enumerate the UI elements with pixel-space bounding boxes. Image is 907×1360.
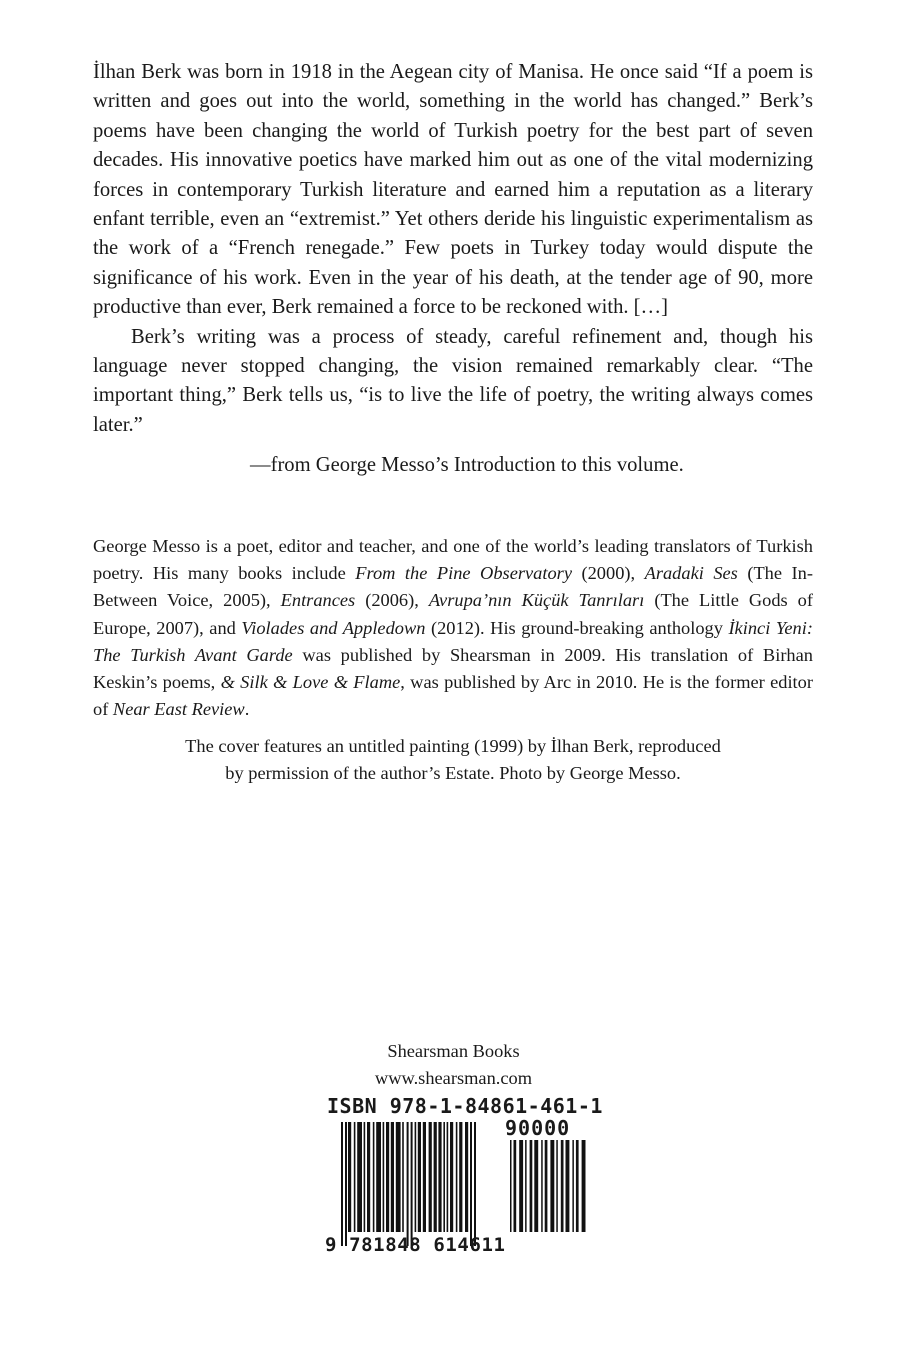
barcode-addon-bar [530, 1140, 533, 1232]
blurb-attribution: —from George Messo’s Introduction to this volume. [250, 454, 684, 476]
cover-credit-line-1: The cover features an untitled painting (1999) by İlhan Berk, reproduced [185, 736, 721, 756]
barcode-bar [383, 1122, 385, 1232]
barcode-bar [415, 1122, 417, 1232]
bio-title: Entrances [280, 590, 356, 611]
barcode-bar [456, 1122, 458, 1232]
barcode-addon-bar [576, 1140, 579, 1232]
barcode-addon-bar [550, 1140, 554, 1232]
barcode-bar [354, 1122, 356, 1232]
back-cover-blurb [93, 58, 813, 440]
barcode-addon-bar [561, 1140, 564, 1232]
bio-text: was published by Shearsman in 2009. His translation of Birhan Keskin’s poems, [93, 644, 813, 693]
barcode-guard [407, 1122, 409, 1246]
bio-title: From the Pine Observatory [355, 563, 572, 584]
bio-text: , was published by Arc in 2010. He is the former editor of [93, 672, 813, 720]
barcode-addon-bar [545, 1140, 548, 1232]
barcode-bar [367, 1122, 370, 1232]
bio-title: Aradaki Ses [644, 563, 738, 584]
barcode-guard [341, 1122, 343, 1246]
blurb-paragraph-2: Berk’s writing was a process of steady, careful refinement and, though his language never stopped changing, the vision remained remarkably clear. “The important thing,” Berk tells us, “is to live the life of poetry, the writing always comes later.” [93, 325, 813, 436]
barcode-digits: 9 781848 614611 [325, 1234, 506, 1256]
bio-text: George Messo is a poet, editor and teacher, and one of the world’s leading translators of Turkish poetry. His many books include [93, 536, 813, 584]
isbn-barcode [325, 1094, 603, 1274]
barcode-addon-bar [519, 1140, 523, 1232]
bio-text: . [244, 699, 250, 720]
bio-text: (The Little Gods of Europe, 2007), and [93, 590, 813, 638]
bio-title: Violades and Appledown [241, 617, 426, 638]
barcode-bar [396, 1122, 401, 1232]
barcode-bar [423, 1122, 426, 1232]
barcode-bar [373, 1122, 375, 1232]
barcode-bar [402, 1122, 404, 1232]
bio-text: (The In-Between Voice, 2005), [93, 563, 813, 611]
barcode-addon-bar [525, 1140, 527, 1232]
publisher-url: www.shearsman.com [374, 1068, 533, 1088]
cover-credit-line-2: by permission of the author’s Estate. Photo by George Messo. [225, 763, 681, 783]
barcode-guard [411, 1122, 413, 1246]
bio-text: (2000), [572, 563, 645, 584]
publisher-name: Shearsman Books [387, 1041, 520, 1061]
barcode-addon-bar [541, 1140, 543, 1232]
bio-text: (2006), [355, 590, 429, 611]
barcode-addon-bar [582, 1140, 586, 1232]
blurb-paragraph-1: İlhan Berk was born in 1918 in the Aegean city of Manisa. He once said “If a poem is written and goes out into the world, something in the world has changed.” Berk’s poems have been changing the world of Turkish poetry for the best part of seven decades. His innovative poetics have marked him out as one of the vital modernizing forces in contemporary Turkish literature and earned him a reputation as a literary enfant terrible, even an “extremist.” Yet others deride his linguistic experimentalism as the work of a “French renegade.” Few poets in Turkey today would dispute the significance of his work. Even in the year of his death, at the tender age of 90, more productive than ever, Berk remained a force to be reckoned with. […] [93, 61, 813, 319]
barcode-bar [447, 1122, 449, 1232]
barcode-bar [465, 1122, 468, 1232]
barcode-guard [474, 1122, 476, 1246]
bio-title: İkinci Yeni: The Turkish Avant Garde [93, 617, 813, 665]
bio-title: & Silk & Love & Flame [220, 672, 401, 693]
barcode-addon-bar [556, 1140, 558, 1232]
barcode-bar [364, 1122, 366, 1232]
barcode-addon-number: 90000 [505, 1116, 571, 1140]
barcode-addon-bar [514, 1140, 517, 1232]
cover-credit [93, 733, 813, 787]
barcode-bar [386, 1122, 389, 1232]
barcode-bar [348, 1122, 351, 1232]
publisher-block [0, 1038, 907, 1092]
isbn-label: ISBN 978-1-84861-461-1 [327, 1094, 603, 1118]
barcode-addon-bar [572, 1140, 574, 1232]
translator-bio [93, 533, 813, 723]
bio-text: (2012). His ground-breaking anthology [425, 617, 729, 638]
barcode-bar [434, 1122, 437, 1232]
barcode-addon-bar [534, 1140, 538, 1232]
barcode-addon-bar [566, 1140, 570, 1232]
barcode-guard [345, 1122, 347, 1246]
bio-title: Near East Review [112, 699, 245, 720]
barcode-guard [470, 1122, 472, 1246]
barcode-bar [418, 1122, 421, 1232]
barcode-bar [429, 1122, 432, 1232]
barcode-bar [391, 1122, 394, 1232]
barcode-addon-bar [510, 1140, 512, 1232]
barcode-bar [459, 1122, 462, 1232]
barcode-bar [357, 1122, 362, 1232]
barcode-bar [376, 1122, 381, 1232]
bio-title: Avrupa’nın Küçük Tanrıları [428, 590, 645, 611]
barcode-bar [443, 1122, 445, 1232]
barcode-bar [450, 1122, 453, 1232]
barcode-bar [438, 1122, 441, 1232]
